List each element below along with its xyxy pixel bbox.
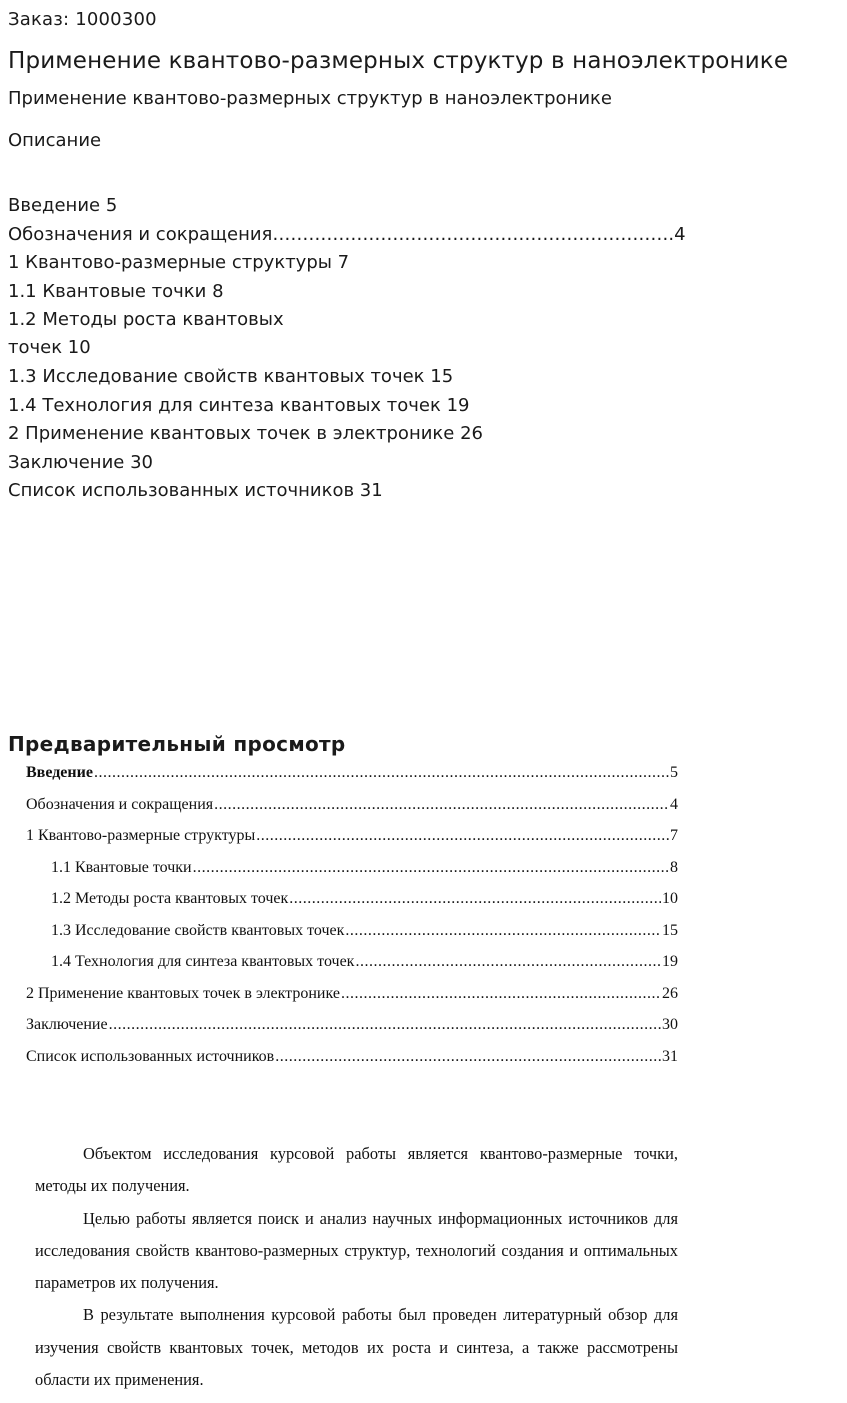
toc-leader [214,796,669,814]
toc-row [26,764,678,796]
toc-row [26,796,678,828]
body-paragraph: Объектом исследования курсовой работы является квантово-размерные точки, методы их получения. [35,1144,678,1196]
toc-leader [94,764,669,782]
body-paragraph: В результате выполнения курсовой работы был проведен литературный обзор для изучения свойств квантовых точек, методов их роста и синтеза, а также рассмотрены области их применения. [35,1305,678,1390]
toc-text-line: 1 Квантово-размерные структуры 7 [8,252,350,274]
toc-page: 26 [662,984,678,1002]
order-number: Заказ: 1000300 [8,9,157,30]
toc-text-line: 1.4 Технология для синтеза квантовых точек 19 [8,394,470,416]
toc-label: Введение [26,764,93,781]
toc-row [26,953,678,985]
toc-page: 19 [662,953,678,970]
toc-text-line: Обозначения и сокращения………………………………………………………….4 [8,223,686,245]
toc-page: 10 [662,890,678,907]
toc-leader [193,859,669,877]
toc-row [26,1048,678,1080]
toc-row [26,1016,678,1048]
toc-text-line: точек 10 [8,337,91,359]
toc-row [26,859,678,891]
toc-page: 15 [662,921,678,939]
toc-leader [345,922,661,940]
toc-page: 4 [670,795,678,813]
toc-page: 5 [670,764,678,781]
toc-label: 1.3 Исследование свойств квантовых точек [51,921,345,939]
toc-leader [355,953,661,971]
toc-label: Заключение [26,1016,108,1033]
toc-row [26,985,678,1017]
toc-label: 1.4 Технология для синтеза квантовых точек [51,953,355,970]
toc-row [26,827,678,859]
toc-text-line: 2 Применение квантовых точек в электронике 26 [8,423,483,445]
toc-label: Обозначения и сокращения [26,795,214,813]
description-heading: Описание [8,130,102,151]
toc-page: 31 [662,1047,678,1065]
toc-label: 1.2 Методы роста квантовых точек [51,890,289,907]
toc-label: 1.1 Квантовые точки [51,858,192,876]
toc-page: 7 [670,827,678,844]
toc-leader [341,985,661,1003]
toc-text-line: Список использованных источников 31 [8,480,383,502]
toc-leader [109,1016,661,1034]
toc-page: 30 [662,1016,678,1033]
toc-label: 2 Применение квантовых точек в электронике [26,984,340,1002]
toc-leader [256,827,669,845]
preview-heading: Предварительный просмотр [8,732,346,756]
toc-label: Список использованных источников [26,1047,275,1065]
toc-text-line: Введение 5 [8,195,118,216]
toc-text-line: 1.1 Квантовые точки 8 [8,280,224,302]
preview-body-text [35,1138,678,1396]
body-paragraph: Целью работы является поиск и анализ научных информационных источников для исследования свойств квантово-размерных структур, технологий создания и оптимальных параметров их получения. [35,1208,678,1293]
toc-leader [275,1048,661,1066]
toc-text-line: 1.2 Методы роста квантовых [8,309,284,331]
toc-text-line: Заключение 30 [8,451,153,473]
toc-text-list [8,192,768,506]
document-preview [26,764,678,1079]
toc-page: 8 [670,858,678,876]
toc-row [26,890,678,922]
toc-leader [289,890,661,908]
toc-label: 1 Квантово-размерные структуры [26,827,256,844]
page-subtitle: Применение квантово-размерных структур в наноэлектронике [8,88,612,109]
toc-text-line: 1.3 Исследование свойств квантовых точек 15 [8,365,454,387]
page-title: Применение квантово-размерных структур в наноэлектронике [8,48,789,74]
toc-row [26,922,678,954]
